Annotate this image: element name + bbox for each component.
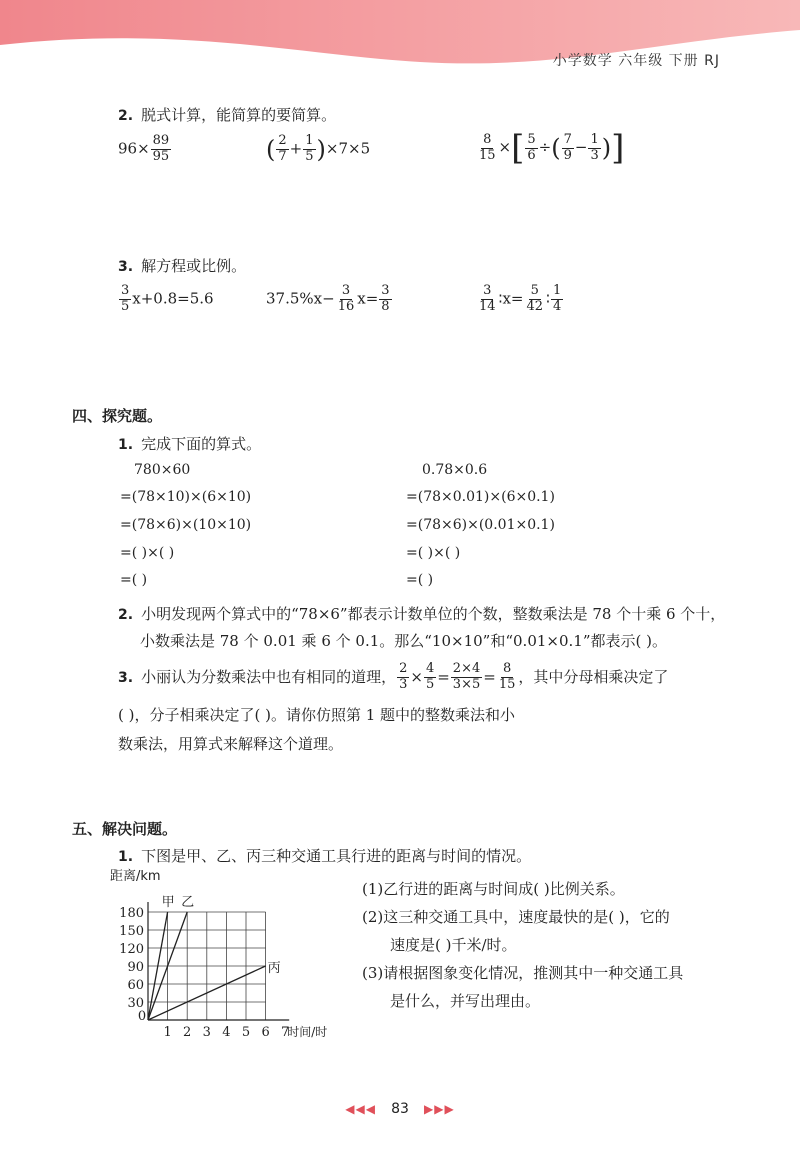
- x-tick-label: 6: [261, 1025, 270, 1040]
- x-tick-label: 5: [241, 1025, 251, 1040]
- s4-right-line-2: =(78×0.01)×(6×0.1): [406, 489, 555, 505]
- s4-q2-line-1: 2. 小明发现两个算式中的“78×6”都表示计数单位的个数，整数乘法是 78 个十乘 6 个十，: [118, 605, 726, 623]
- section-4-title: 四、探究题。: [72, 407, 163, 425]
- s4-left-line-4: =( )×( ): [120, 545, 175, 561]
- x-tick-label: 2: [183, 1025, 192, 1040]
- q3-number: 3.: [118, 259, 134, 275]
- x-tick-label: 3: [202, 1025, 211, 1040]
- s4-q3-line-2: ( )，分子相乘决定了( )。请你仿照第 1 题中的整数乘法和小: [118, 706, 516, 724]
- y-tick-label: 120: [119, 942, 144, 957]
- s5-sub-1: (1)乙行进的距离与时间成( )比例关系。: [362, 880, 625, 898]
- s4-q1-heading: 1. 完成下面的算式。: [118, 435, 262, 453]
- left-arrows-icon: ◀◀◀: [345, 1102, 376, 1116]
- s5-sub-2-line-2: 速度是( )千米/时。: [390, 936, 517, 954]
- section-5-title: 五、解决问题。: [72, 820, 178, 838]
- s4-right-line-3: =(78×6)×(0.01×0.1): [406, 517, 555, 533]
- series-label: 甲: [161, 895, 175, 910]
- page-number: 83: [391, 1101, 409, 1117]
- y-tick-label: 90: [127, 960, 144, 975]
- s5-sub-2-line-1: (2)这三种交通工具中，速度最快的是( )，它的: [362, 908, 670, 926]
- q2-text: 脱式计算，能简算的要简算。: [141, 106, 337, 124]
- s4-left-line-5: =( ): [120, 572, 148, 588]
- s4-left-line-2: =(78×10)×(6×10): [120, 489, 252, 505]
- q2-expr-3: $\frac{8}{15}$ ×[ $\frac{5}{6}$ ÷( $\frac{7}{9}$ − $\frac{1}{3}$ )]: [479, 128, 625, 168]
- q2-number: 2.: [118, 108, 134, 124]
- q2-expr-1: 96× $\frac{89}{95}$: [118, 133, 170, 164]
- s4-left-line-3: =(78×6)×(10×10): [120, 517, 252, 533]
- x-axis-label: 时间/时: [287, 1025, 328, 1039]
- s4-left-line-1: 780×60: [134, 462, 191, 478]
- y-tick-label: 30: [127, 996, 144, 1011]
- q3-heading: [118, 255, 246, 276]
- s4-q2-line-2: 小数乘法是 78 个 0.01 乘 6 个 0.1。那么“10×10”和“0.01×0.1”都表示( )。: [140, 632, 667, 650]
- y-tick-label: 150: [119, 924, 144, 939]
- s5-sub-3-line-1: (3)请根据图象变化情况，推测其中一种交通工具: [362, 964, 684, 982]
- s4-right-line-4: =( )×( ): [406, 545, 461, 561]
- chart-svg: [110, 868, 360, 1048]
- s4-q3-line-1: 3. 小丽认为分数乘法中也有相同的道理， $\frac{2}{3}$ × $\frac{4}{5}$ = $\frac{2\times 4}{3\times 5}$ = $\frac{8}{15}$ ，其中分母相乘决定了: [118, 661, 669, 692]
- s4-right-line-5: =( ): [406, 572, 434, 588]
- s5-sub-3-line-2: 是什么，并写出理由。: [390, 992, 541, 1010]
- right-arrows-icon: ▶▶▶: [424, 1102, 455, 1116]
- x-tick-label: 0: [137, 1009, 147, 1024]
- x-tick-label: 4: [222, 1025, 231, 1040]
- x-tick-label: 7: [281, 1025, 290, 1040]
- x-tick-label: 1: [163, 1025, 172, 1040]
- distance-time-chart: [110, 868, 360, 1052]
- s5-q1-heading: 1. 下图是甲、乙、丙三种交通工具行进的距离与时间的情况。: [118, 847, 532, 865]
- y-tick-label: 180: [119, 906, 144, 921]
- page-footer: [0, 1098, 800, 1117]
- q2-heading: [118, 104, 336, 125]
- q2-expr-2: ( $\frac{2}{7}$ + $\frac{1}{5}$ )×7×5: [266, 133, 371, 164]
- q3-text: 解方程或比例。: [141, 257, 247, 275]
- y-tick-label: 60: [127, 978, 144, 993]
- s4-q3-line-3: 数乘法，用算式来解释这个道理。: [118, 735, 344, 753]
- y-axis-label: 距离/km: [110, 869, 161, 884]
- q3-expr-2: 37.5%x− $\frac{3}{16}$ x= $\frac{3}{8}$: [266, 283, 390, 314]
- header-book-info: 小学数学 六年级 下册 RJ: [552, 53, 720, 69]
- q3-expr-1: $\frac{3}{5}$ x+0.8=5.6: [121, 283, 214, 314]
- series-label: 乙: [181, 895, 195, 910]
- header-banner: [0, 0, 800, 86]
- q3-expr-3: $\frac{3}{14}$ ∶x= $\frac{5}{42}$ ∶ $\frac{1}{4}$: [479, 283, 562, 314]
- series-label: 丙: [267, 961, 281, 976]
- s4-right-line-1: 0.78×0.6: [422, 462, 488, 478]
